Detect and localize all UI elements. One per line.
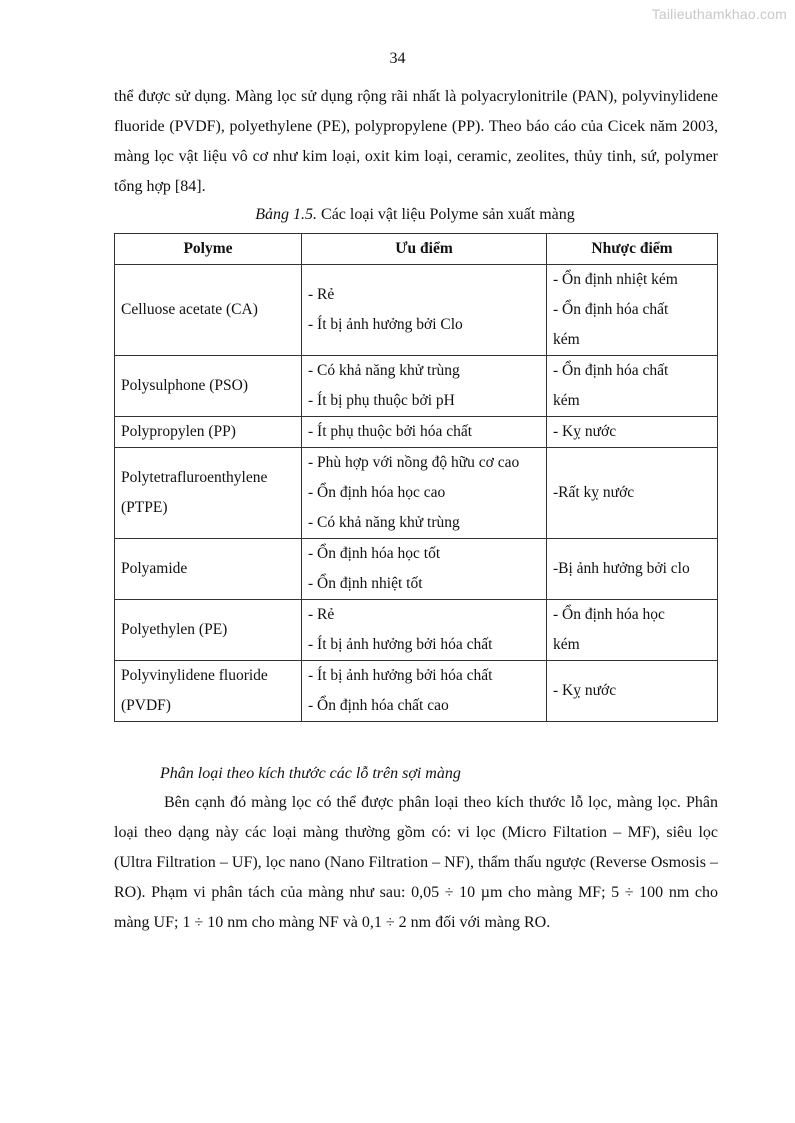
cell-cons: [547, 539, 718, 600]
cell-pros: [302, 265, 547, 356]
cell-polyme: Celluose acetate (CA): [115, 265, 302, 356]
cell-cons: [547, 661, 718, 722]
cons-line: - Ổn định nhiệt kém: [553, 271, 678, 288]
watermark: Tailieuthamkhao.com: [651, 6, 787, 22]
table-row: [115, 539, 718, 600]
cons-line: - Ổn định hóa chất: [553, 362, 669, 379]
header-polyme: Polyme: [115, 234, 302, 265]
pros-line: - Ổn định hóa học cao: [308, 484, 446, 501]
cons-line: - Kỵ nước: [553, 423, 617, 440]
pros-line: - Ít bị phụ thuộc bởi pH: [308, 392, 455, 409]
cell-cons: [547, 356, 718, 417]
pros-line: - Có khả năng khử trùng: [308, 514, 460, 531]
pros-line: - Ít bị ảnh hưởng bởi hóa chất: [308, 667, 493, 684]
cell-pros: [302, 600, 547, 661]
cell-pros: [302, 448, 547, 539]
classification-paragraph: Bên cạnh đó màng lọc có thể được phân loại theo kích thước lỗ lọc, màng lọc. Phân loại theo dạng này các loại màng thường gồm có: vi lọc (Micro Filtation – MF), siêu lọc (Ultra Filtration – UF), lọc nano (Nano Filtration – NF), thẩm thấu ngược (Reverse Osmosis – RO). Phạm vi phân tách của màng như sau: 0,05 ÷ 10 µm cho màng MF; 5 ÷ 100 nm cho màng UF; 1 ÷ 10 nm cho màng NF và 0,1 ÷ 2 nm đối với màng RO.: [114, 794, 718, 931]
cell-polyme: Polysulphone (PSO): [115, 356, 302, 417]
pros-line: - Ổn định hóa học tốt: [308, 545, 441, 562]
cons-line: - Ổn định hóa học: [553, 606, 665, 623]
table-header-row: [115, 234, 718, 265]
cons-line: kém: [553, 392, 580, 409]
cell-pros: [302, 417, 547, 448]
cons-line: -Rất kỵ nước: [553, 484, 635, 501]
pros-line: - Rẻ: [308, 606, 335, 623]
cons-line: kém: [553, 331, 580, 348]
table-row: [115, 600, 718, 661]
cons-line: kém: [553, 636, 580, 653]
header-cons: Nhược điểm: [547, 234, 718, 265]
table-row: [115, 417, 718, 448]
intro-paragraph: thể được sử dụng. Màng lọc sử dụng rộng rãi nhất là polyacrylonitrile (PAN), polyvinylidene fluoride (PVDF), polyethylene (PE), polypropylene (PP). Theo báo cáo của Cicek năm 2003, màng lọc vật liệu vô cơ như kim loại, oxit kim loại, ceramic, zeolites, thủy tinh, sứ, polymer tổng hợp [84].: [114, 88, 718, 195]
pros-line: - Có khả năng khử trùng: [308, 362, 460, 379]
pros-line: - Ít bị ảnh hưởng bởi Clo: [308, 316, 463, 333]
table-row: [115, 265, 718, 356]
pros-line: - Phù hợp với nồng độ hữu cơ cao: [308, 454, 520, 471]
header-pros: Ưu điểm: [302, 234, 547, 265]
cell-cons: [547, 448, 718, 539]
cons-line: -Bị ảnh hưởng bởi clo: [553, 560, 690, 577]
cell-cons: [547, 265, 718, 356]
cell-cons: [547, 600, 718, 661]
table-row: [115, 356, 718, 417]
cell-pros: [302, 539, 547, 600]
polymer-materials-table: [114, 233, 718, 722]
cell-polyme: Polyethylen (PE): [115, 600, 302, 661]
table-caption: [0, 203, 795, 227]
cell-pros: [302, 661, 547, 722]
cons-line: - Kỵ nước: [553, 682, 617, 699]
table-caption-label: Bảng 1.5.: [255, 206, 318, 223]
pros-line: - Rẻ: [308, 286, 335, 303]
cell-polyme: Polyamide: [115, 539, 302, 600]
table-caption-text: Các loại vật liệu Polyme sản xuất màng: [317, 206, 575, 223]
pros-line: - Ít phụ thuộc bởi hóa chất: [308, 423, 473, 440]
table-body: [115, 265, 718, 722]
section-subheading: Phân loại theo kích thước các lỗ trên sợi màng: [160, 765, 461, 782]
page-number: 34: [389, 50, 406, 67]
pros-line: - Ít bị ảnh hưởng bởi hóa chất: [308, 636, 493, 653]
cons-line: - Ổn định hóa chất: [553, 301, 669, 318]
table-row: [115, 448, 718, 539]
cell-cons: [547, 417, 718, 448]
pros-line: - Ổn định hóa chất cao: [308, 697, 449, 714]
pros-line: - Ổn định nhiệt tốt: [308, 575, 423, 592]
cell-polyme: Polytetrafluroenthylene (PTPE): [115, 448, 302, 539]
table-row: [115, 661, 718, 722]
cell-polyme: Polypropylen (PP): [115, 417, 302, 448]
cell-pros: [302, 356, 547, 417]
cell-polyme: Polyvinylidene fluoride (PVDF): [115, 661, 302, 722]
